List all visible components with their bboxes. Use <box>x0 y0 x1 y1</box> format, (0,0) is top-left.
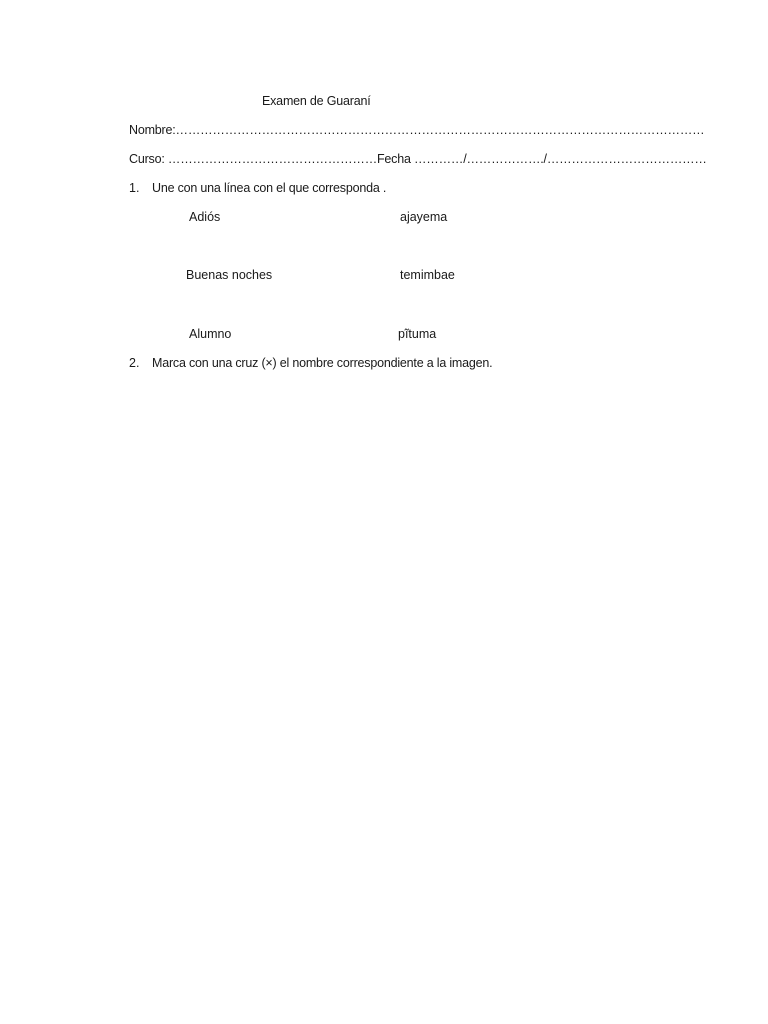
match-left-word: Adiós <box>189 210 221 224</box>
exam-title: Examen de Guaraní <box>262 94 371 108</box>
match-left-word: Alumno <box>189 327 232 341</box>
question-2-number: 2. <box>129 356 140 370</box>
match-right-word: ajayema <box>400 210 448 224</box>
nombre-line: Nombre:………………………………………………………………………………………………………………… <box>129 123 705 137</box>
question-2-text: Marca con una cruz (×) el nombre correspondiente a la imagen. <box>152 356 493 370</box>
match-left-word: Buenas noches <box>186 268 273 282</box>
question-1-text: Une con una línea con el que corresponda . <box>152 181 387 195</box>
question-1-number: 1. <box>129 181 140 195</box>
match-right-word: pĩtuma <box>398 327 437 341</box>
curso-fecha-line: Curso: ……………………………………………Fecha …………/………………./………………………………… <box>129 152 707 166</box>
match-right-word: temimbae <box>400 268 455 282</box>
